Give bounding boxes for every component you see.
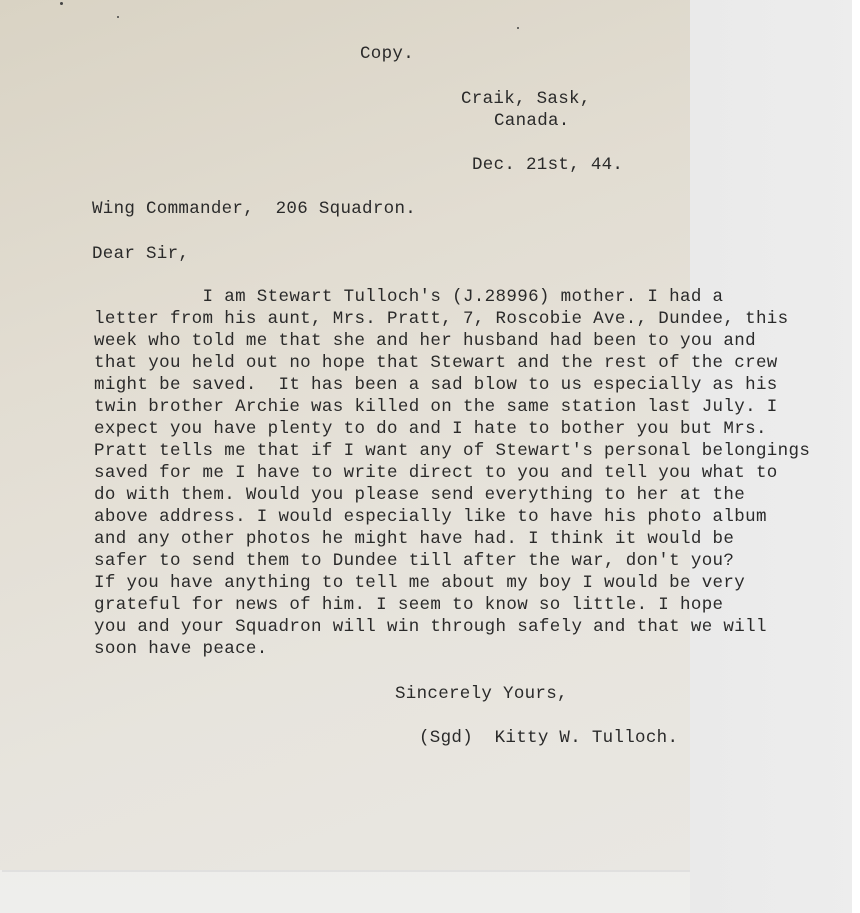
sender-address-line2: Canada. bbox=[494, 111, 570, 131]
paper-speck bbox=[117, 16, 119, 18]
signature: (Sgd) Kitty W. Tulloch. bbox=[419, 728, 679, 748]
letter-date: Dec. 21st, 44. bbox=[472, 155, 624, 175]
paper-speck bbox=[60, 2, 63, 5]
recipient-line: Wing Commander, 206 Squadron. bbox=[92, 199, 417, 219]
body-line: expect you have plenty to do and I hate to bother you but Mrs. bbox=[94, 419, 767, 439]
body-line: might be saved. It has been a sad blow to us especially as his bbox=[94, 375, 778, 395]
salutation: Dear Sir, bbox=[92, 244, 190, 264]
body-line: I am Stewart Tulloch's (J.28996) mother. I had a bbox=[94, 287, 724, 307]
body-line: do with them. Would you please send everything to her at the bbox=[94, 485, 746, 505]
body-line: above address. I would especially like to have his photo album bbox=[94, 507, 767, 527]
body-line: twin brother Archie was killed on the same station last July. I bbox=[94, 397, 778, 417]
body-line: If you have anything to tell me about my boy I would be very bbox=[94, 573, 746, 593]
sender-address-line1: Craik, Sask, bbox=[461, 89, 591, 109]
copy-label: Copy. bbox=[360, 44, 415, 64]
body-line: and any other photos he might have had. I think it would be bbox=[94, 529, 735, 549]
body-line: you and your Squadron will win through safely and that we will bbox=[94, 617, 767, 637]
paper-speck bbox=[517, 27, 519, 29]
body-line: letter from his aunt, Mrs. Pratt, 7, Roscobie Ave., Dundee, this bbox=[94, 309, 789, 329]
body-line: soon have peace. bbox=[94, 639, 268, 659]
body-line: Pratt tells me that if I want any of Stewart's personal belongings bbox=[94, 441, 811, 461]
body-line: that you held out no hope that Stewart and the rest of the crew bbox=[94, 353, 778, 373]
body-line: saved for me I have to write direct to you and tell you what to bbox=[94, 463, 778, 483]
body-line: grateful for news of him. I seem to know so little. I hope bbox=[94, 595, 724, 615]
body-line: safer to send them to Dundee till after the war, don't you? bbox=[94, 551, 735, 571]
closing: Sincerely Yours, bbox=[395, 684, 568, 704]
scan-edge bbox=[852, 0, 860, 913]
body-line: week who told me that she and her husband had been to you and bbox=[94, 331, 756, 351]
